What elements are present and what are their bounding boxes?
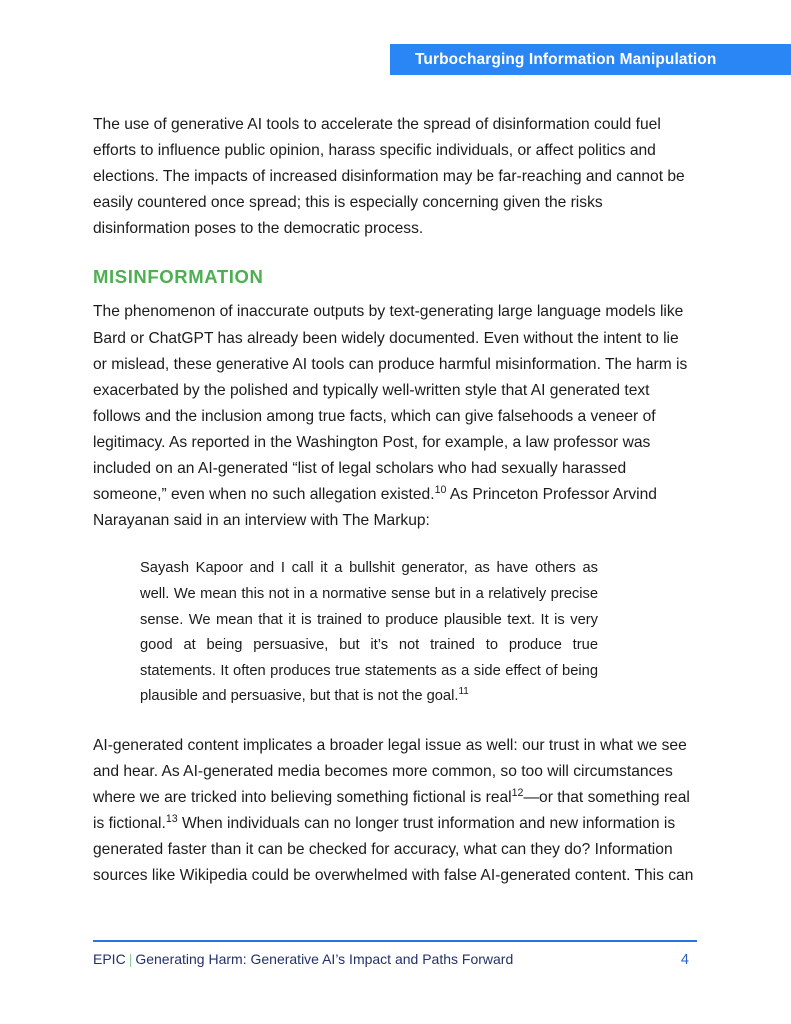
footer-citation	[93, 951, 513, 967]
footer-divider	[93, 940, 697, 942]
page-title: MISINFORMATION	[93, 266, 264, 288]
paragraph-trust	[93, 733, 696, 890]
footnote-ref-13[interactable]: 13	[165, 812, 178, 825]
paragraph-misinformation-text-a: The phenomenon of inaccurate outputs by text-generating large language models like Bard or ChatGPT has already been widely documented. Even without the intent to lie or mislead, these generative AI tools can produce harmful misinformation. The harm is exacerbated by the polished and typically well-written style that AI generated text follows and the inclusion among true facts, which can give falsehoods a veneer of legitimacy. As reported in the Washington Post, for example, a law professor was included on an AI-generated “list of legal scholars who had sexually harassed someone,” even when no such allegation existed.	[93, 303, 688, 504]
page-footer	[93, 940, 697, 968]
document-body	[93, 112, 696, 889]
page-number: 4	[680, 951, 689, 968]
footnote-ref-11[interactable]: 11	[458, 686, 469, 698]
paragraph-trust-text-a: AI-generated content implicates a broader legal issue as well: our trust in what we see and hear. As AI-generated media becomes more common, so too will circumstances where we are tricked into believing something fictional is real	[93, 736, 687, 807]
blockquote-text: Sayash Kapoor and I call it a bullshit generator, as have others as well. We mean this not in a normative sense but in a relatively precise sense. We mean that it is trained to produce plausible text. It is very good at being persuasive, but it’s not trained to produce true statements. It often produces true statements as a side effect of being plausible and persuasive, but that is not the goal.	[140, 560, 598, 705]
blockquote-narayanan	[93, 556, 598, 710]
spacer	[93, 710, 696, 733]
footer-organization: EPIC	[93, 950, 126, 967]
header-banner-title: Turbocharging Information Manipulation	[415, 50, 717, 68]
spacer	[93, 534, 696, 556]
paragraph-misinformation-text-b: As Princeton Professor Arvind Narayanan said in an interview with The Markup:	[93, 486, 657, 530]
footnote-ref-12[interactable]: 12	[511, 786, 524, 799]
paragraph-trust-text-c: When individuals can no longer trust information and new information is generated faster than it can be checked for accuracy, what can they do? Information sources like Wikipedia could be overwhelmed with false AI-generated content. This can	[93, 815, 694, 885]
paragraph-misinformation	[93, 299, 696, 534]
footer-title: Generating Harm: Generative AI’s Impact and Paths Forward	[135, 950, 514, 967]
spacer	[93, 288, 696, 299]
footer-row	[93, 951, 697, 968]
footnote-ref-10[interactable]: 10	[434, 483, 447, 496]
spacer	[93, 242, 696, 266]
footer-separator: |	[128, 950, 133, 967]
paragraph-trust-text-b: —or that something real is fictional.	[93, 789, 690, 833]
paragraph-intro: The use of generative AI tools to accelerate the spread of disinformation could fuel efforts to influence public opinion, harass specific individuals, or affect politics and elections. The impacts of increased disinformation may be far-reaching and cannot be easily countered once spread; this is especially concerning given the risks disinformation poses to the democratic process.	[93, 116, 685, 238]
header-banner	[390, 44, 791, 75]
